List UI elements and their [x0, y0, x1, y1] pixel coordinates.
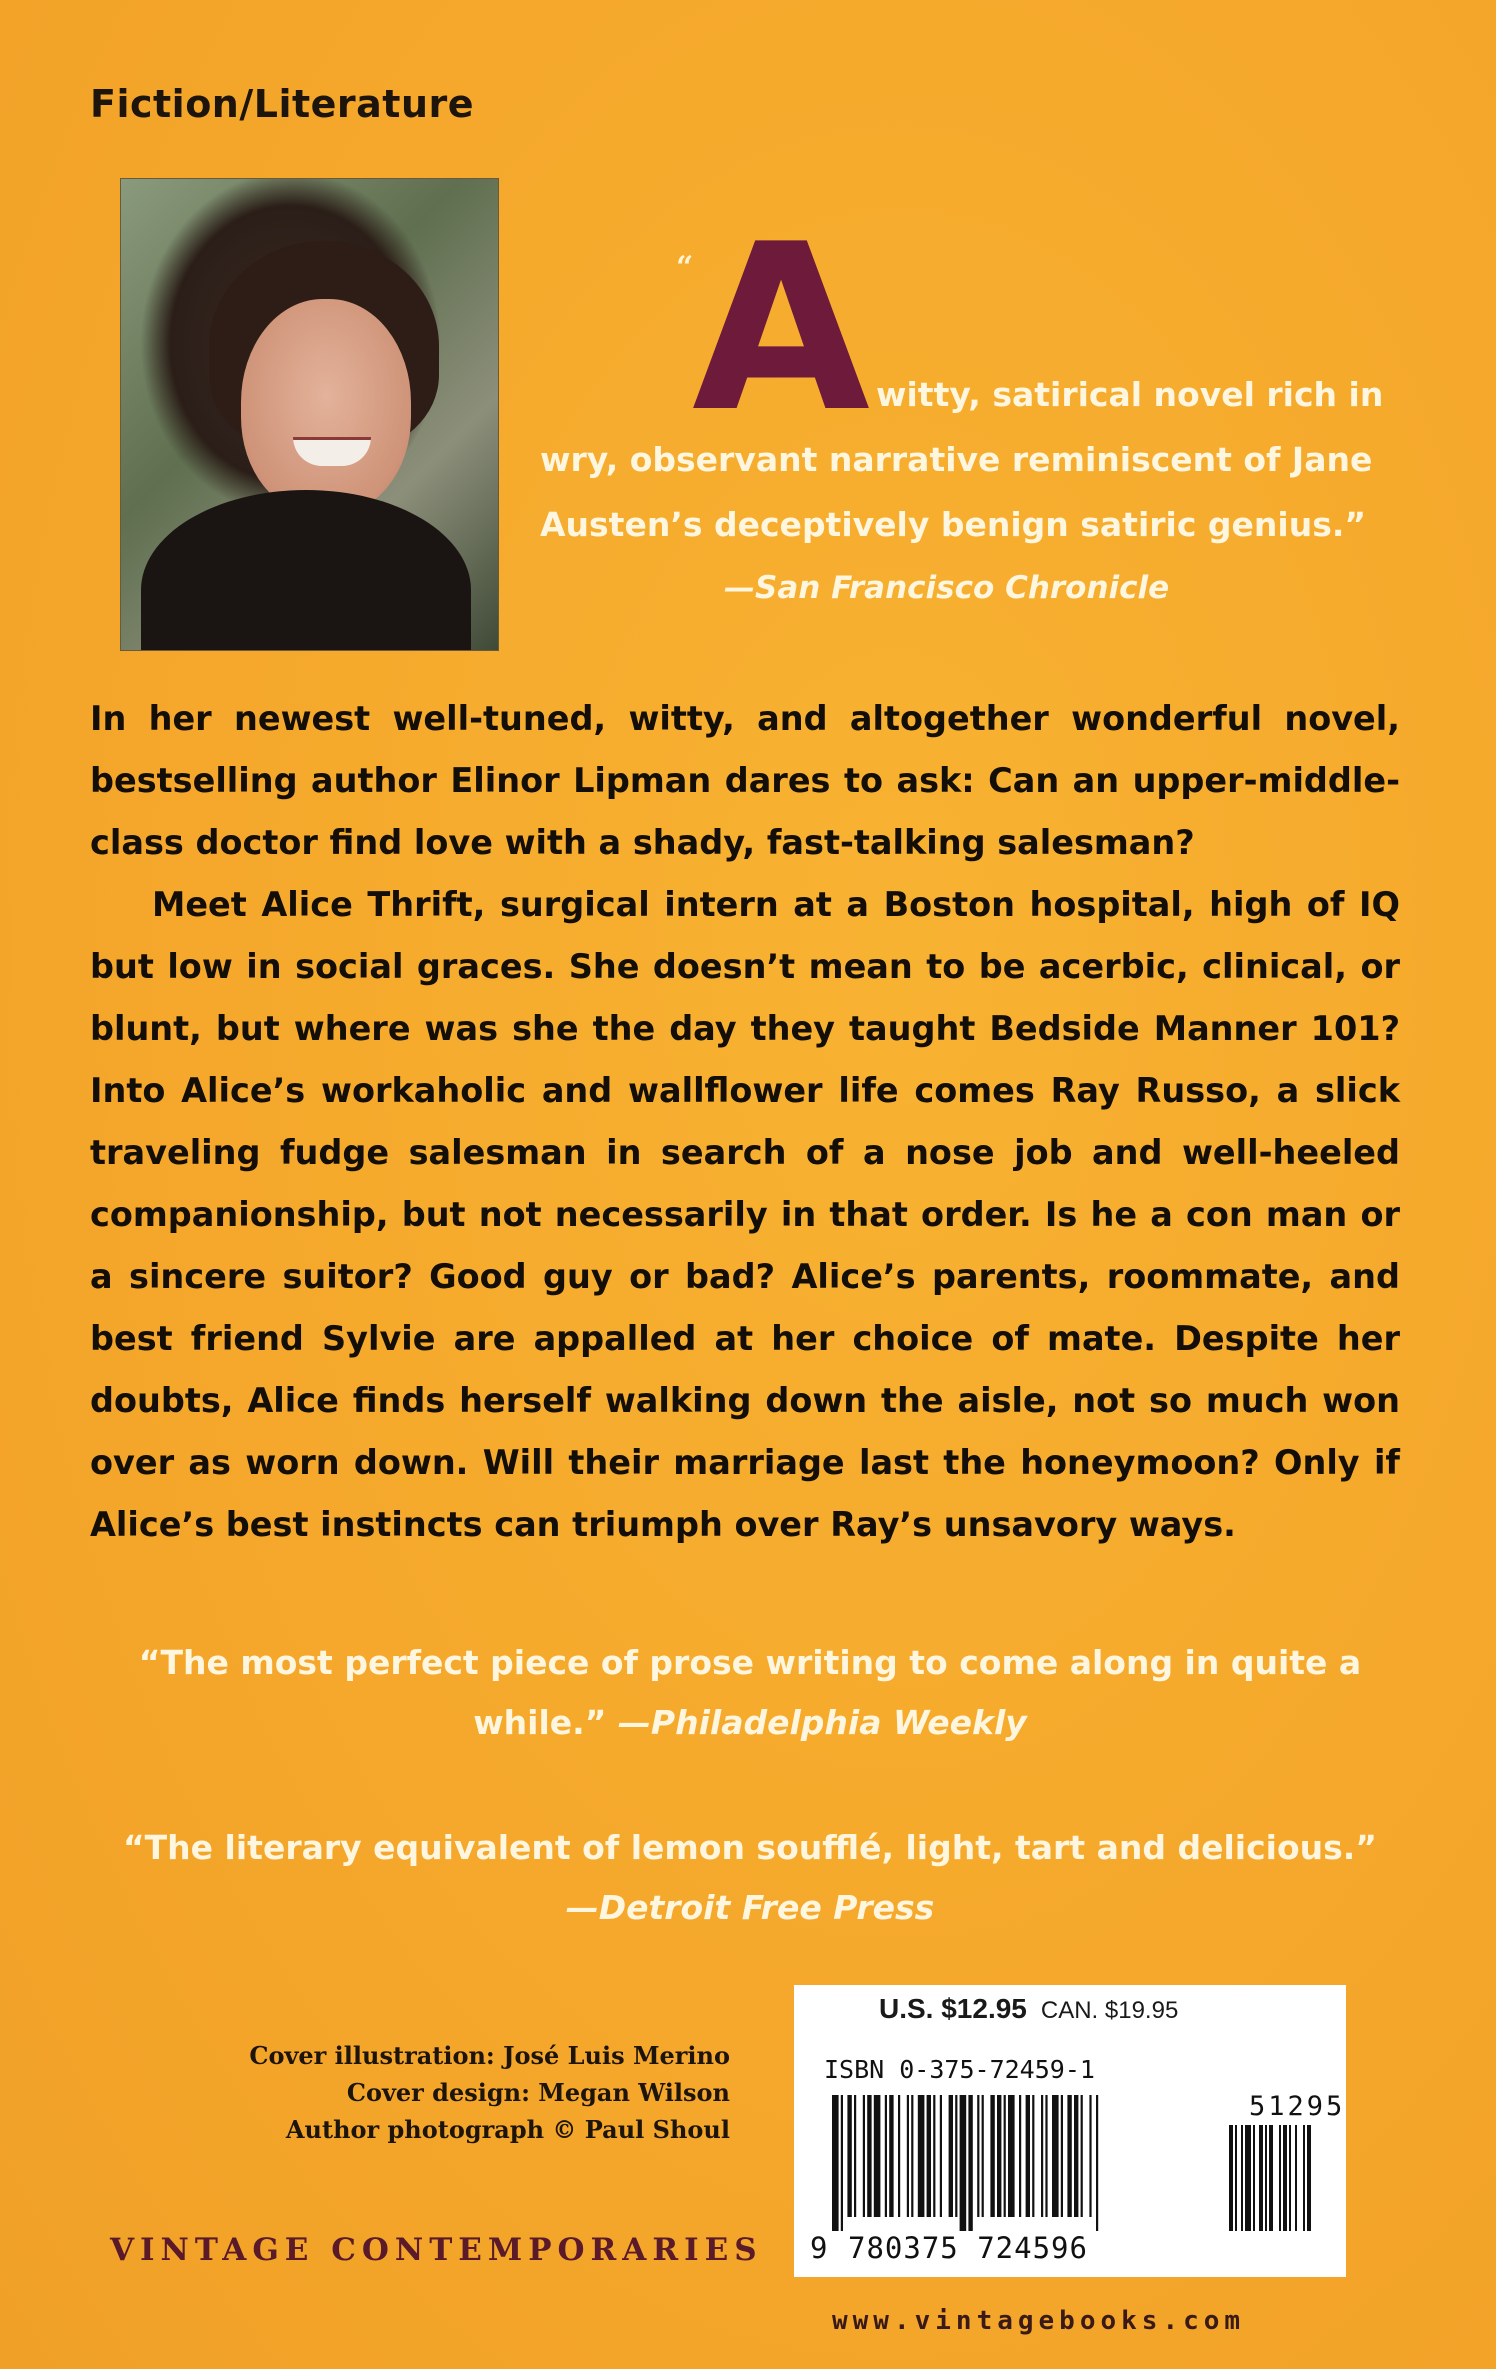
barcode-addon-bar	[1283, 2125, 1287, 2231]
price-code: 51295	[1249, 2091, 1346, 2122]
barcode-addon-bar	[1269, 2125, 1273, 2231]
barcode-addon-bar	[1241, 2125, 1243, 2231]
barcode-addon-bar	[1245, 2125, 1251, 2231]
price-us: U.S. $12.95	[879, 1993, 1027, 2024]
ean-first-digit: 9	[810, 2231, 828, 2265]
website-url: www.vintagebooks.com	[832, 2306, 1246, 2336]
barcode-bar	[863, 2095, 865, 2217]
barcode-addon-bar	[1295, 2125, 1297, 2231]
barcode-addon-bar	[1265, 2125, 1267, 2231]
barcode-addon-bar	[1279, 2125, 1281, 2231]
barcode-bar	[907, 2095, 909, 2217]
series-name: VINTAGE CONTEMPORARIES	[110, 2232, 763, 2268]
barcode-addon-bar	[1259, 2125, 1263, 2231]
credit-design: Cover design: Megan Wilson	[346, 2078, 730, 2107]
review-quote-2-source: —Philadelphia Weekly	[617, 1703, 1027, 1742]
barcode-bar	[1067, 2095, 1071, 2217]
review-quote-2	[120, 1633, 1380, 1753]
description-paragraph-1: In her newest well-tuned, witty, and altogether wonderful novel, bestselling author Elinor Lipman dares to ask: Can an upper-middle-class doctor find love with a shady, fast-talking salesman?	[90, 699, 1400, 862]
barcode-addon-bar	[1253, 2125, 1255, 2231]
barcode-bar	[1032, 2095, 1034, 2217]
lead-quote-source: —San Francisco Chronicle	[724, 570, 1170, 606]
barcode-bar	[977, 2095, 979, 2217]
barcode-bar	[990, 2095, 994, 2217]
barcode-addon-bar	[1303, 2125, 1305, 2231]
barcode-addon-bar	[1235, 2125, 1237, 2231]
lead-quote-drop-cap: A	[692, 196, 871, 463]
author-shirt	[141, 490, 471, 651]
review-quote-3-source: —Detroit Free Press	[565, 1888, 935, 1927]
barcode-bar	[1081, 2095, 1083, 2217]
category-label: Fiction/Literature	[90, 82, 475, 126]
lead-quote-line-1: witty, satirical novel rich in	[876, 375, 1384, 414]
barcode-bar	[898, 2095, 900, 2217]
barcode-bar	[911, 2095, 913, 2217]
barcode-bar	[874, 2095, 881, 2217]
barcode-panel	[794, 1985, 1346, 2277]
cover-credits	[180, 2037, 730, 2148]
barcode-bar	[1019, 2095, 1021, 2217]
barcode-bar	[885, 2095, 887, 2217]
barcode-addon-bar	[1229, 2125, 1233, 2231]
barcode-bar	[918, 2095, 925, 2217]
book-description	[90, 688, 1400, 1556]
barcode-bar	[841, 2095, 843, 2231]
barcode-addon-bar	[1307, 2125, 1311, 2231]
barcode-bar	[832, 2095, 839, 2231]
barcode-bar	[847, 2095, 851, 2217]
barcode-bar	[940, 2095, 942, 2217]
author-photo	[120, 178, 499, 651]
barcode-bar	[1061, 2095, 1063, 2217]
barcode-bar	[1074, 2095, 1078, 2217]
lead-quote-open-mark: “	[676, 250, 694, 285]
barcode-bar	[1096, 2095, 1098, 2231]
barcode-bar	[1045, 2095, 1047, 2217]
barcode-bar	[1008, 2095, 1015, 2217]
isbn-number: ISBN 0-375-72459-1	[824, 2055, 1095, 2084]
barcode-bar	[968, 2095, 972, 2231]
barcode-bar	[955, 2095, 957, 2217]
price-can: CAN. $19.95	[1040, 1997, 1179, 2024]
price-line	[879, 1993, 1178, 2025]
lead-quote-line-3: Austen’s deceptively benign satiric genius.”	[540, 505, 1367, 544]
barcode-bar	[1052, 2095, 1059, 2217]
barcode-bar	[960, 2095, 967, 2231]
barcode-bar	[1004, 2095, 1006, 2217]
review-quote-3-text: “The literary equivalent of lemon soufflé, light, tart and delicious.”	[122, 1828, 1378, 1867]
barcode-addon-bar	[1289, 2125, 1291, 2231]
author-face	[241, 299, 411, 514]
ean-digits: 780375 724596	[848, 2231, 1088, 2265]
credit-illustration: Cover illustration: José Luis Merino	[249, 2041, 730, 2070]
barcode-bar	[982, 2095, 984, 2217]
credit-photo: Author photograph © Paul Shoul	[285, 2115, 730, 2144]
barcode-bar	[854, 2095, 856, 2217]
barcode-bar	[949, 2095, 953, 2217]
barcode-bar	[933, 2095, 935, 2217]
barcode-bar	[1089, 2095, 1091, 2217]
barcode-bar	[997, 2095, 1001, 2217]
barcode-bar	[1026, 2095, 1030, 2217]
description-paragraph-2: Meet Alice Thrift, surgical intern at a Boston hospital, high of IQ but low in social graces. She doesn’t mean to be acerbic, clinical, or blunt, but where was she the day they taught Bedside Manner 101? Into Alice’s workaholic and wallflower life comes Ray Russo, a slick traveling fudge salesman in search of a nose job and well-heeled companionship, but not necessarily in that order. Is he a con man or a sincere suitor? Good guy or bad? Alice’s parents, roommate, and best friend Sylvie are appalled at her choice of mate. Despite her doubts, Alice finds herself walking down the aisle, not so much won over as worn down. Will their marriage last the honeymoon? Only if Alice’s best instincts can triumph over Ray’s unsavory ways.	[90, 885, 1400, 1544]
barcode-bar	[1041, 2095, 1043, 2217]
barcode-bar	[889, 2095, 893, 2217]
review-quote-2-text: “The most perfect piece of prose writing to come along in quite a while.”	[138, 1643, 1362, 1742]
barcode-bar	[867, 2095, 871, 2217]
barcode-bar	[927, 2095, 931, 2217]
lead-quote-line-2: wry, observant narrative reminiscent of Jane	[540, 440, 1373, 479]
review-quote-3	[100, 1818, 1400, 1938]
